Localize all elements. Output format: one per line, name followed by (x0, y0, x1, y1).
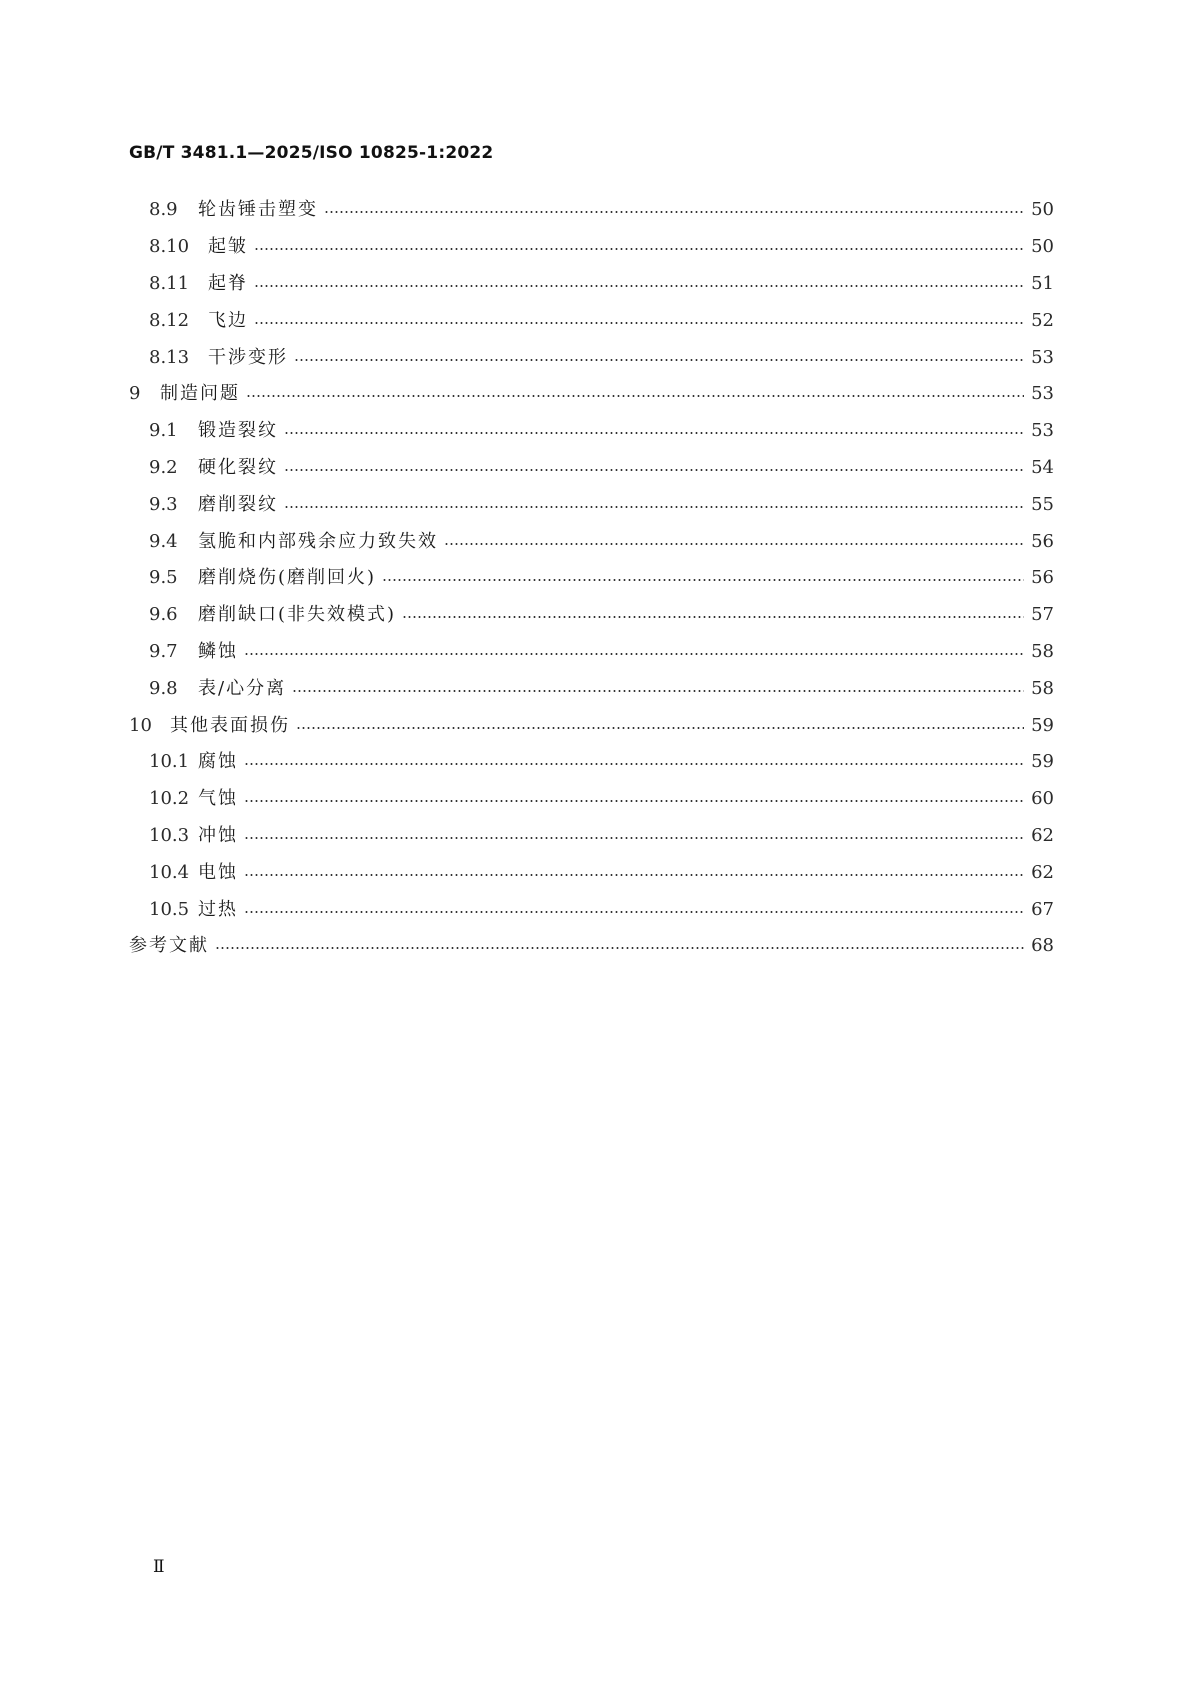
toc-entry-page: 54 (1031, 456, 1054, 478)
toc-leader-dots (254, 285, 1024, 287)
toc-entry-number: 10.2 (149, 788, 190, 810)
toc-entry-title: 轮齿锤击塑变 (198, 199, 318, 221)
toc-entry-number: 8.13 (149, 346, 190, 368)
toc-entry-title: 腐蚀 (198, 751, 238, 773)
standard-number: GB/T 3481.1—2025/ISO 10825-1:2022 (129, 143, 494, 163)
toc-entry-title: 磨削烧伤(磨削回火) (198, 567, 377, 589)
toc-entry-title: 起脊 (208, 272, 248, 294)
toc-entry[interactable] (129, 891, 1054, 928)
toc-leader-dots (284, 469, 1024, 471)
toc-entry-title: 冲蚀 (198, 824, 238, 846)
toc-entry-page: 67 (1031, 898, 1054, 920)
toc-entry[interactable] (129, 560, 1054, 597)
toc-entry[interactable] (129, 818, 1054, 855)
toc-entry[interactable] (129, 781, 1054, 818)
toc-entry-page: 68 (1031, 935, 1054, 957)
toc-entry-number: 10.3 (149, 824, 190, 846)
toc-entry-title: 磨削缺口(非失效模式) (198, 604, 397, 626)
toc-entry-title: 过热 (198, 898, 238, 920)
toc-entry-number: 8.9 (149, 199, 178, 221)
toc-leader-dots (244, 874, 1024, 876)
toc-entry[interactable] (129, 413, 1054, 450)
toc-entry-title: 硬化裂纹 (198, 456, 278, 478)
toc-entry[interactable] (129, 486, 1054, 523)
toc-entry-number: 9.8 (149, 677, 178, 699)
toc-entry-number: 9.6 (149, 604, 178, 626)
toc-leader-dots (254, 248, 1024, 250)
toc-entry-page: 60 (1031, 788, 1054, 810)
toc-entry-number: 9.7 (149, 640, 178, 662)
toc-entry[interactable] (129, 597, 1054, 634)
page-number: Ⅱ (153, 1557, 165, 1577)
toc-entry-title: 起皱 (208, 236, 248, 258)
toc-entry-title: 飞边 (208, 309, 248, 331)
toc-entry-page: 59 (1031, 714, 1054, 736)
toc-entry-number: 10 (129, 714, 152, 736)
toc-entry-title: 鳞蚀 (198, 640, 238, 662)
toc-leader-dots (284, 506, 1024, 508)
toc-entry[interactable] (129, 707, 1054, 744)
toc-leader-dots (444, 543, 1024, 545)
toc-entry-title: 氢脆和内部残余应力致失效 (198, 530, 438, 552)
toc-entry[interactable] (129, 634, 1054, 671)
toc-leader-dots (296, 727, 1024, 729)
toc-entry-number: 9 (129, 383, 141, 405)
toc-entry-number: 9.3 (149, 493, 178, 515)
toc-entry[interactable] (129, 266, 1054, 303)
toc-entry[interactable] (129, 523, 1054, 560)
toc-leader-dots (324, 211, 1024, 213)
toc-entry-page: 56 (1031, 530, 1054, 552)
toc-entry-title: 表/心分离 (198, 677, 287, 699)
toc-entry-page: 53 (1031, 346, 1054, 368)
toc-entry-number: 9.4 (149, 530, 178, 552)
toc-entry-page: 56 (1031, 567, 1054, 589)
toc-entry[interactable] (129, 854, 1054, 891)
toc-leader-dots (246, 395, 1024, 397)
toc-leader-dots (244, 911, 1024, 913)
toc-entry-title: 电蚀 (198, 861, 238, 883)
toc-entry-title: 锻造裂纹 (198, 420, 278, 442)
toc-entry-page: 57 (1031, 604, 1054, 626)
toc-entry[interactable] (129, 339, 1054, 376)
toc-leader-dots (244, 800, 1024, 802)
toc-entry-page: 51 (1031, 272, 1054, 294)
toc-entry-number: 8.10 (149, 236, 190, 258)
toc-entry[interactable] (129, 450, 1054, 487)
toc-entry[interactable] (129, 376, 1054, 413)
toc-entry-number: 9.5 (149, 567, 178, 589)
toc-entry-page: 62 (1031, 824, 1054, 846)
toc-leader-dots (244, 763, 1024, 765)
toc-entry[interactable] (129, 229, 1054, 266)
toc-entry-page: 53 (1031, 420, 1054, 442)
toc-leader-dots (382, 579, 1024, 581)
toc-entry-title: 其他表面损伤 (170, 714, 290, 736)
toc-entry[interactable] (129, 302, 1054, 339)
toc-leader-dots (402, 616, 1024, 618)
toc-entry-page: 52 (1031, 309, 1054, 331)
toc-entry-page: 59 (1031, 751, 1054, 773)
document-header (129, 143, 493, 163)
toc-entry[interactable] (129, 192, 1054, 229)
toc-entry-page: 62 (1031, 861, 1054, 883)
toc-entry-title: 制造问题 (160, 383, 240, 405)
toc-entry-title: 气蚀 (198, 788, 238, 810)
toc-entry-title: 干涉变形 (208, 346, 288, 368)
toc-leader-dots (244, 653, 1024, 655)
toc-entry-number: 9.1 (149, 420, 178, 442)
toc-leader-dots (292, 690, 1024, 692)
toc-entry-number: 10.1 (149, 751, 190, 773)
toc-entry-number: 8.11 (149, 272, 190, 294)
toc-entry-title: 磨削裂纹 (198, 493, 278, 515)
toc-entry-page: 50 (1031, 199, 1054, 221)
table-of-contents (129, 192, 1054, 965)
toc-leader-dots (215, 947, 1024, 949)
toc-entry-page: 53 (1031, 383, 1054, 405)
toc-leader-dots (244, 837, 1024, 839)
toc-leader-dots (284, 432, 1024, 434)
toc-entry[interactable] (129, 744, 1054, 781)
toc-entry-number: 8.12 (149, 309, 190, 331)
toc-entry[interactable] (129, 670, 1054, 707)
toc-leader-dots (294, 359, 1024, 361)
toc-leader-dots (254, 322, 1024, 324)
toc-entry-page: 58 (1031, 640, 1054, 662)
toc-entry-page: 58 (1031, 677, 1054, 699)
toc-entry-number: 10.4 (149, 861, 190, 883)
toc-entry-page: 50 (1031, 236, 1054, 258)
toc-entry-number: 9.2 (149, 456, 178, 478)
toc-entry[interactable] (129, 928, 1054, 965)
toc-entry-number: 10.5 (149, 898, 190, 920)
toc-entry-title: 参考文献 (129, 935, 209, 957)
toc-entry-page: 55 (1031, 493, 1054, 515)
